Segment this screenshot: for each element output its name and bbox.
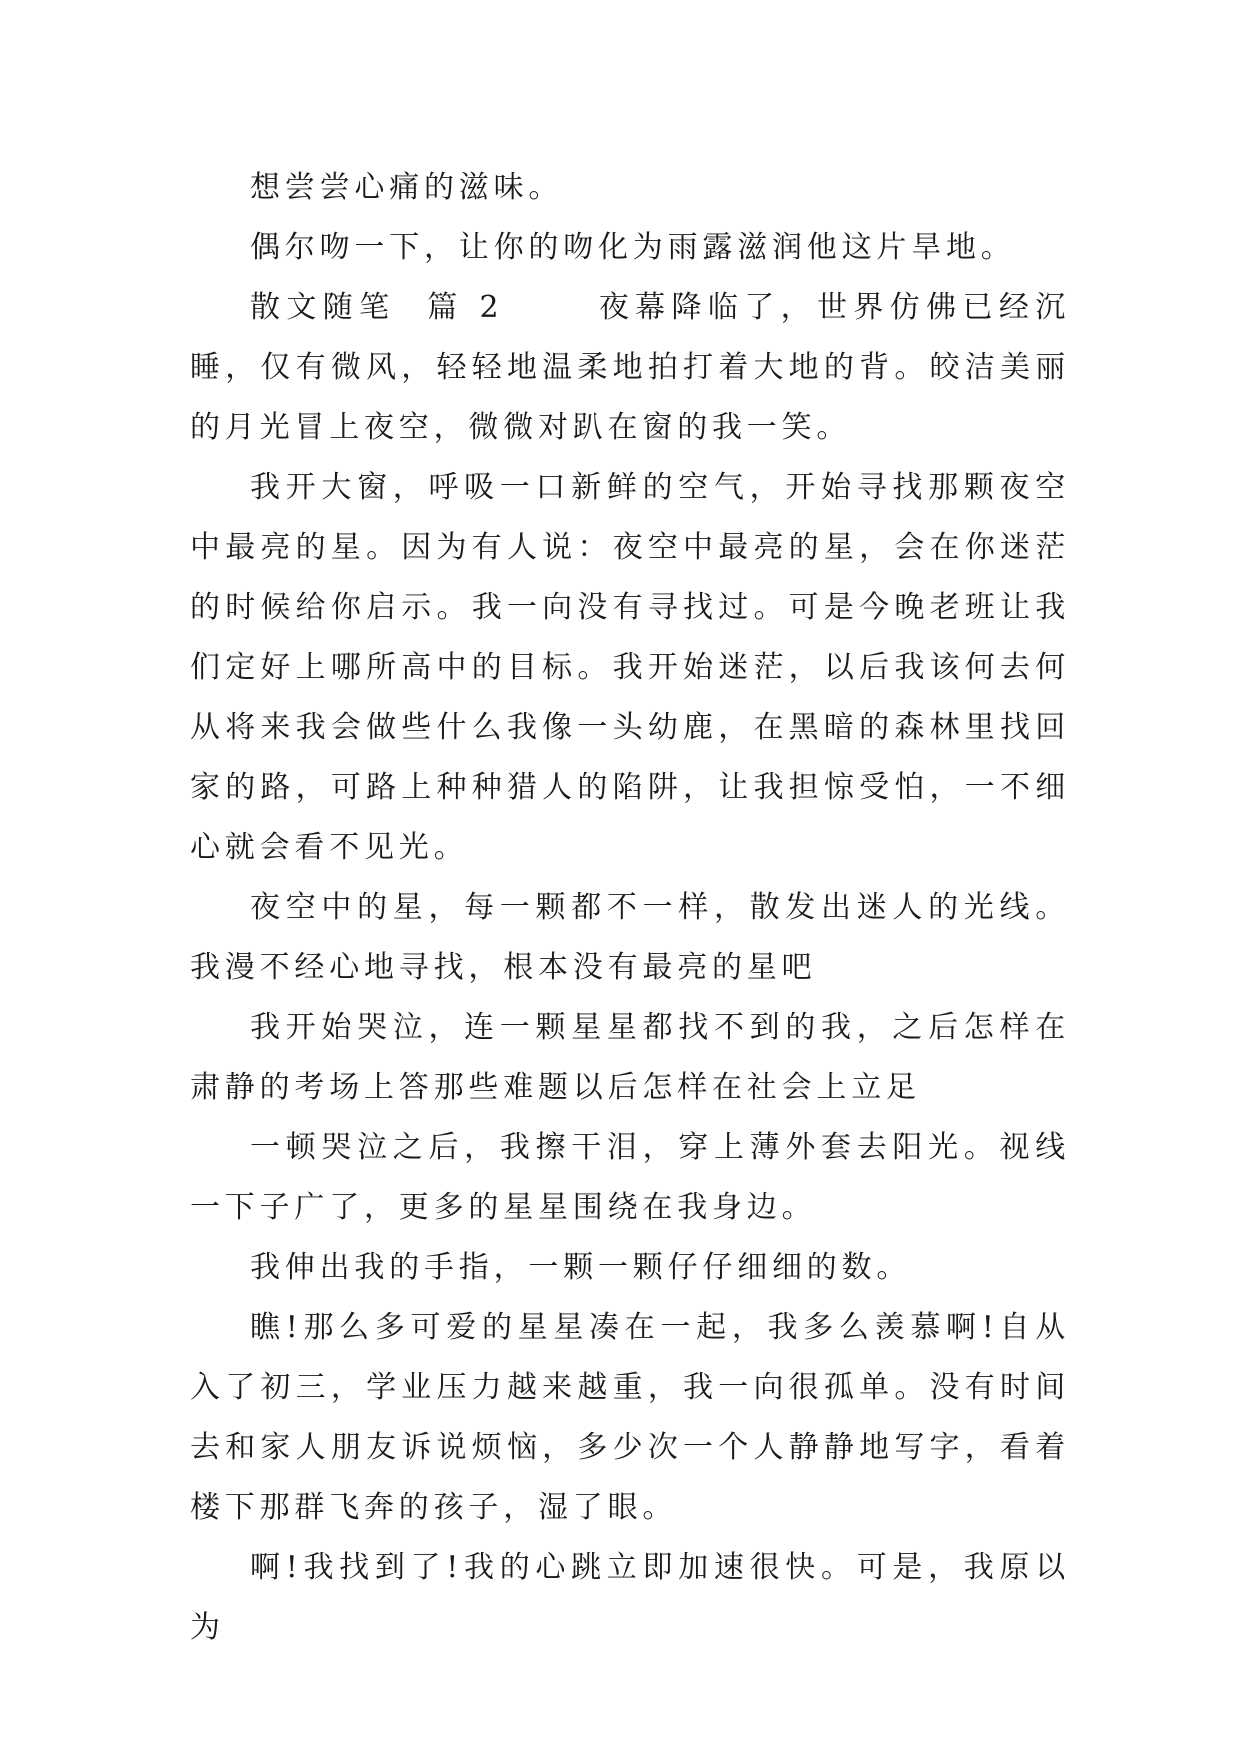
- paragraph: 散文随笔 篇 2 夜幕降临了，世界仿佛已经沉睡，仅有微风，轻轻地温柔地拍打着大地的背。皎洁美丽的月光冒上夜空，微微对趴在窗的我一笑。: [190, 290, 1070, 445]
- paragraph: 啊!我找到了!我的心跳立即加速很快。可是，我原以为: [190, 1550, 1070, 1645]
- paragraph: 我开始哭泣，连一颗星星都找不到的我，之后怎样在肃静的考场上答那些难题以后怎样在社会上立足: [190, 1010, 1070, 1105]
- paragraph: 夜空中的星，每一颗都不一样，散发出迷人的光线。我漫不经心地寻找，根本没有最亮的星吧: [190, 890, 1070, 985]
- paragraph: 我开大窗，呼吸一口新鲜的空气，开始寻找那颗夜空中最亮的星。因为有人说：夜空中最亮的星，会在你迷茫的时候给你启示。我一向没有寻找过。可是今晚老班让我们定好上哪所高中的目标。我开始迷茫，以后我该何去何从将来我会做些什么我像一头幼鹿，在黑暗的森林里找回家的路，可路上种种猎人的陷阱，让我担惊受怕，一不细心就会看不见光。: [190, 470, 1070, 865]
- paragraph: 瞧!那么多可爱的星星凑在一起，我多么羡慕啊!自从入了初三，学业压力越来越重，我一向很孤单。没有时间去和家人朋友诉说烦恼，多少次一个人静静地写字，看着楼下那群飞奔的孩子，湿了眼。: [190, 1310, 1070, 1525]
- paragraph: 一顿哭泣之后，我擦干泪，穿上薄外套去阳光。视线一下子广了，更多的星星围绕在我身边。: [190, 1130, 1070, 1225]
- paragraph: 我伸出我的手指，一颗一颗仔仔细细的数。: [250, 1250, 912, 1285]
- essay-body: [190, 158, 1070, 1658]
- paragraph: 偶尔吻一下，让你的吻化为雨露滋润他这片旱地。: [250, 230, 1016, 265]
- paragraph: 想尝尝心痛的滋味。: [250, 170, 564, 205]
